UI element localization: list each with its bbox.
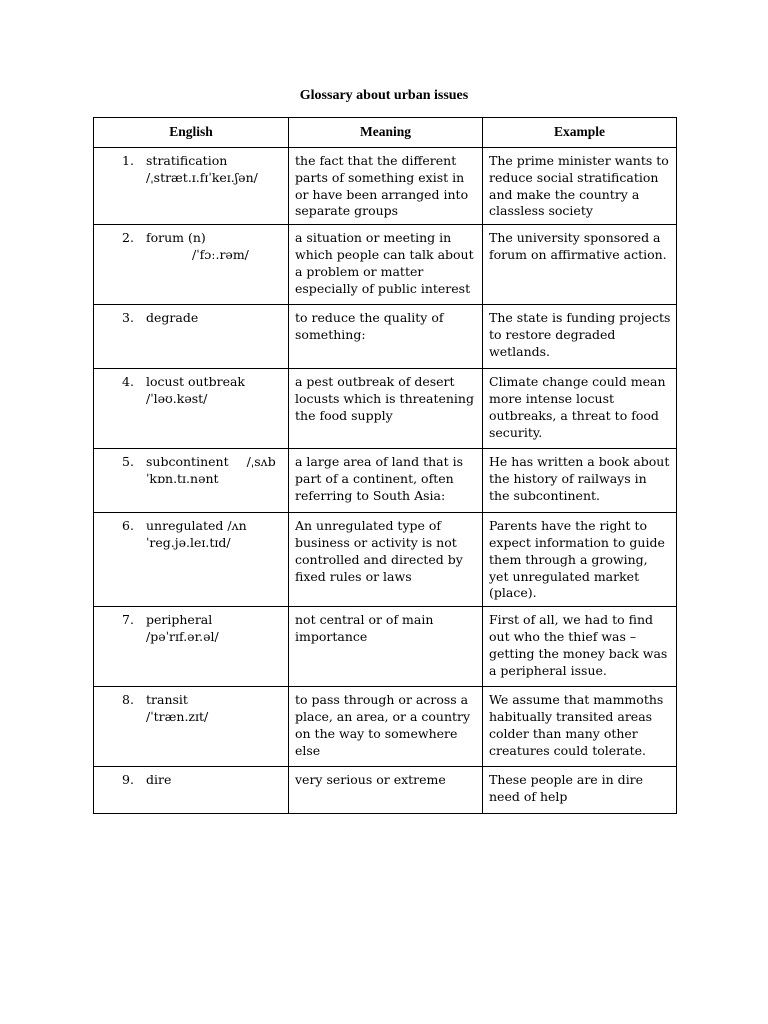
- meaning-cell: the fact that the different parts of something exist in or have been arranged into separate groups: [289, 148, 483, 225]
- english-cell: [94, 369, 289, 449]
- pronunciation: /ˈfɔː.rəm/: [192, 246, 249, 262]
- term: peripheral: [146, 612, 213, 628]
- pronunciation: /ˌstræt.ɪ.fɪˈkeɪ.ʃən/: [146, 169, 258, 185]
- column-header-meaning: Meaning: [289, 118, 483, 148]
- row-number: 2.: [122, 230, 134, 246]
- table-row: [94, 607, 677, 687]
- table-row: [94, 225, 677, 305]
- table-row: [94, 767, 677, 814]
- example-cell: He has written a book about the history of railways in the subcontinent.: [483, 449, 677, 513]
- term: unregulated: [146, 518, 224, 534]
- term: transit: [146, 692, 188, 708]
- english-cell: [94, 513, 289, 607]
- table-row: [94, 148, 677, 225]
- row-number: 1.: [122, 153, 134, 168]
- term: dire: [146, 772, 172, 788]
- english-cell: [94, 449, 289, 513]
- row-number: 7.: [122, 612, 134, 628]
- english-cell: [94, 305, 289, 369]
- term: forum (n): [146, 230, 206, 246]
- english-cell: [94, 148, 289, 225]
- meaning-cell: very serious or extreme: [289, 767, 483, 814]
- table-row: [94, 513, 677, 607]
- column-header-example: Example: [483, 118, 677, 148]
- meaning-cell: a pest outbreak of desert locusts which is threatening the food supply: [289, 369, 483, 449]
- table-row: [94, 687, 677, 767]
- meaning-cell: An unregulated type of business or activity is not controlled and directed by fixed rules or laws: [289, 513, 483, 607]
- meaning-cell: not central or of main importance: [289, 607, 483, 687]
- english-cell: [94, 607, 289, 687]
- example-cell: These people are in dire need of help: [483, 767, 677, 814]
- glossary-table: [93, 117, 677, 814]
- pronunciation: /ˈləʊ.kəst/: [146, 390, 208, 406]
- example-cell: First of all, we had to find out who the thief was – getting the money back was a peripheral issue.: [483, 607, 677, 687]
- english-cell: [94, 687, 289, 767]
- document-title: Glossary about urban issues: [299, 88, 469, 103]
- row-number: 3.: [122, 310, 134, 326]
- meaning-cell: a large area of land that is part of a continent, often referring to South Asia:: [289, 449, 483, 513]
- row-number: 5.: [122, 454, 134, 470]
- row-number: 4.: [122, 374, 134, 390]
- table-row: [94, 305, 677, 369]
- row-number: 8.: [122, 692, 134, 708]
- pronunciation: /pəˈrɪf.ər.əl/: [146, 628, 219, 644]
- term: subcontinent: [146, 454, 229, 470]
- example-cell: The university sponsored a forum on affirmative action.: [483, 225, 677, 305]
- meaning-cell: a situation or meeting in which people can talk about a problem or matter especially of public interest: [289, 225, 483, 305]
- pronunciation: /ʌn ˈreg.jə.leɪ.tɪd/: [146, 518, 247, 550]
- row-number: 6.: [122, 518, 134, 534]
- meaning-cell: to pass through or across a place, an area, or a country on the way to somewhere else: [289, 687, 483, 767]
- english-cell: [94, 225, 289, 305]
- meaning-cell: to reduce the quality of something:: [289, 305, 483, 369]
- english-cell: [94, 767, 289, 814]
- term: locust outbreak: [146, 374, 245, 390]
- example-cell: Climate change could mean more intense locust outbreaks, a threat to food security.: [483, 369, 677, 449]
- term: stratification: [146, 153, 228, 168]
- example-cell: The prime minister wants to reduce social stratification and make the country a classless society: [483, 148, 677, 225]
- table-header-row: [94, 118, 677, 148]
- term: degrade: [146, 310, 199, 326]
- example-cell: The state is funding projects to restore degraded wetlands.: [483, 305, 677, 369]
- table-row: [94, 449, 677, 513]
- example-cell: We assume that mammoths habitually transited areas colder than many other creatures could tolerate.: [483, 687, 677, 767]
- row-number: 9.: [122, 772, 134, 788]
- example-cell: Parents have the right to expect information to guide them through a growing, yet unregulated market (place).: [483, 513, 677, 607]
- column-header-english: English: [94, 118, 289, 148]
- pronunciation: /ˌsʌb ˈkɒn.tɪ.nənt: [146, 454, 276, 486]
- pronunciation: /ˈtræn.zɪt/: [146, 708, 209, 724]
- table-row: [94, 369, 677, 449]
